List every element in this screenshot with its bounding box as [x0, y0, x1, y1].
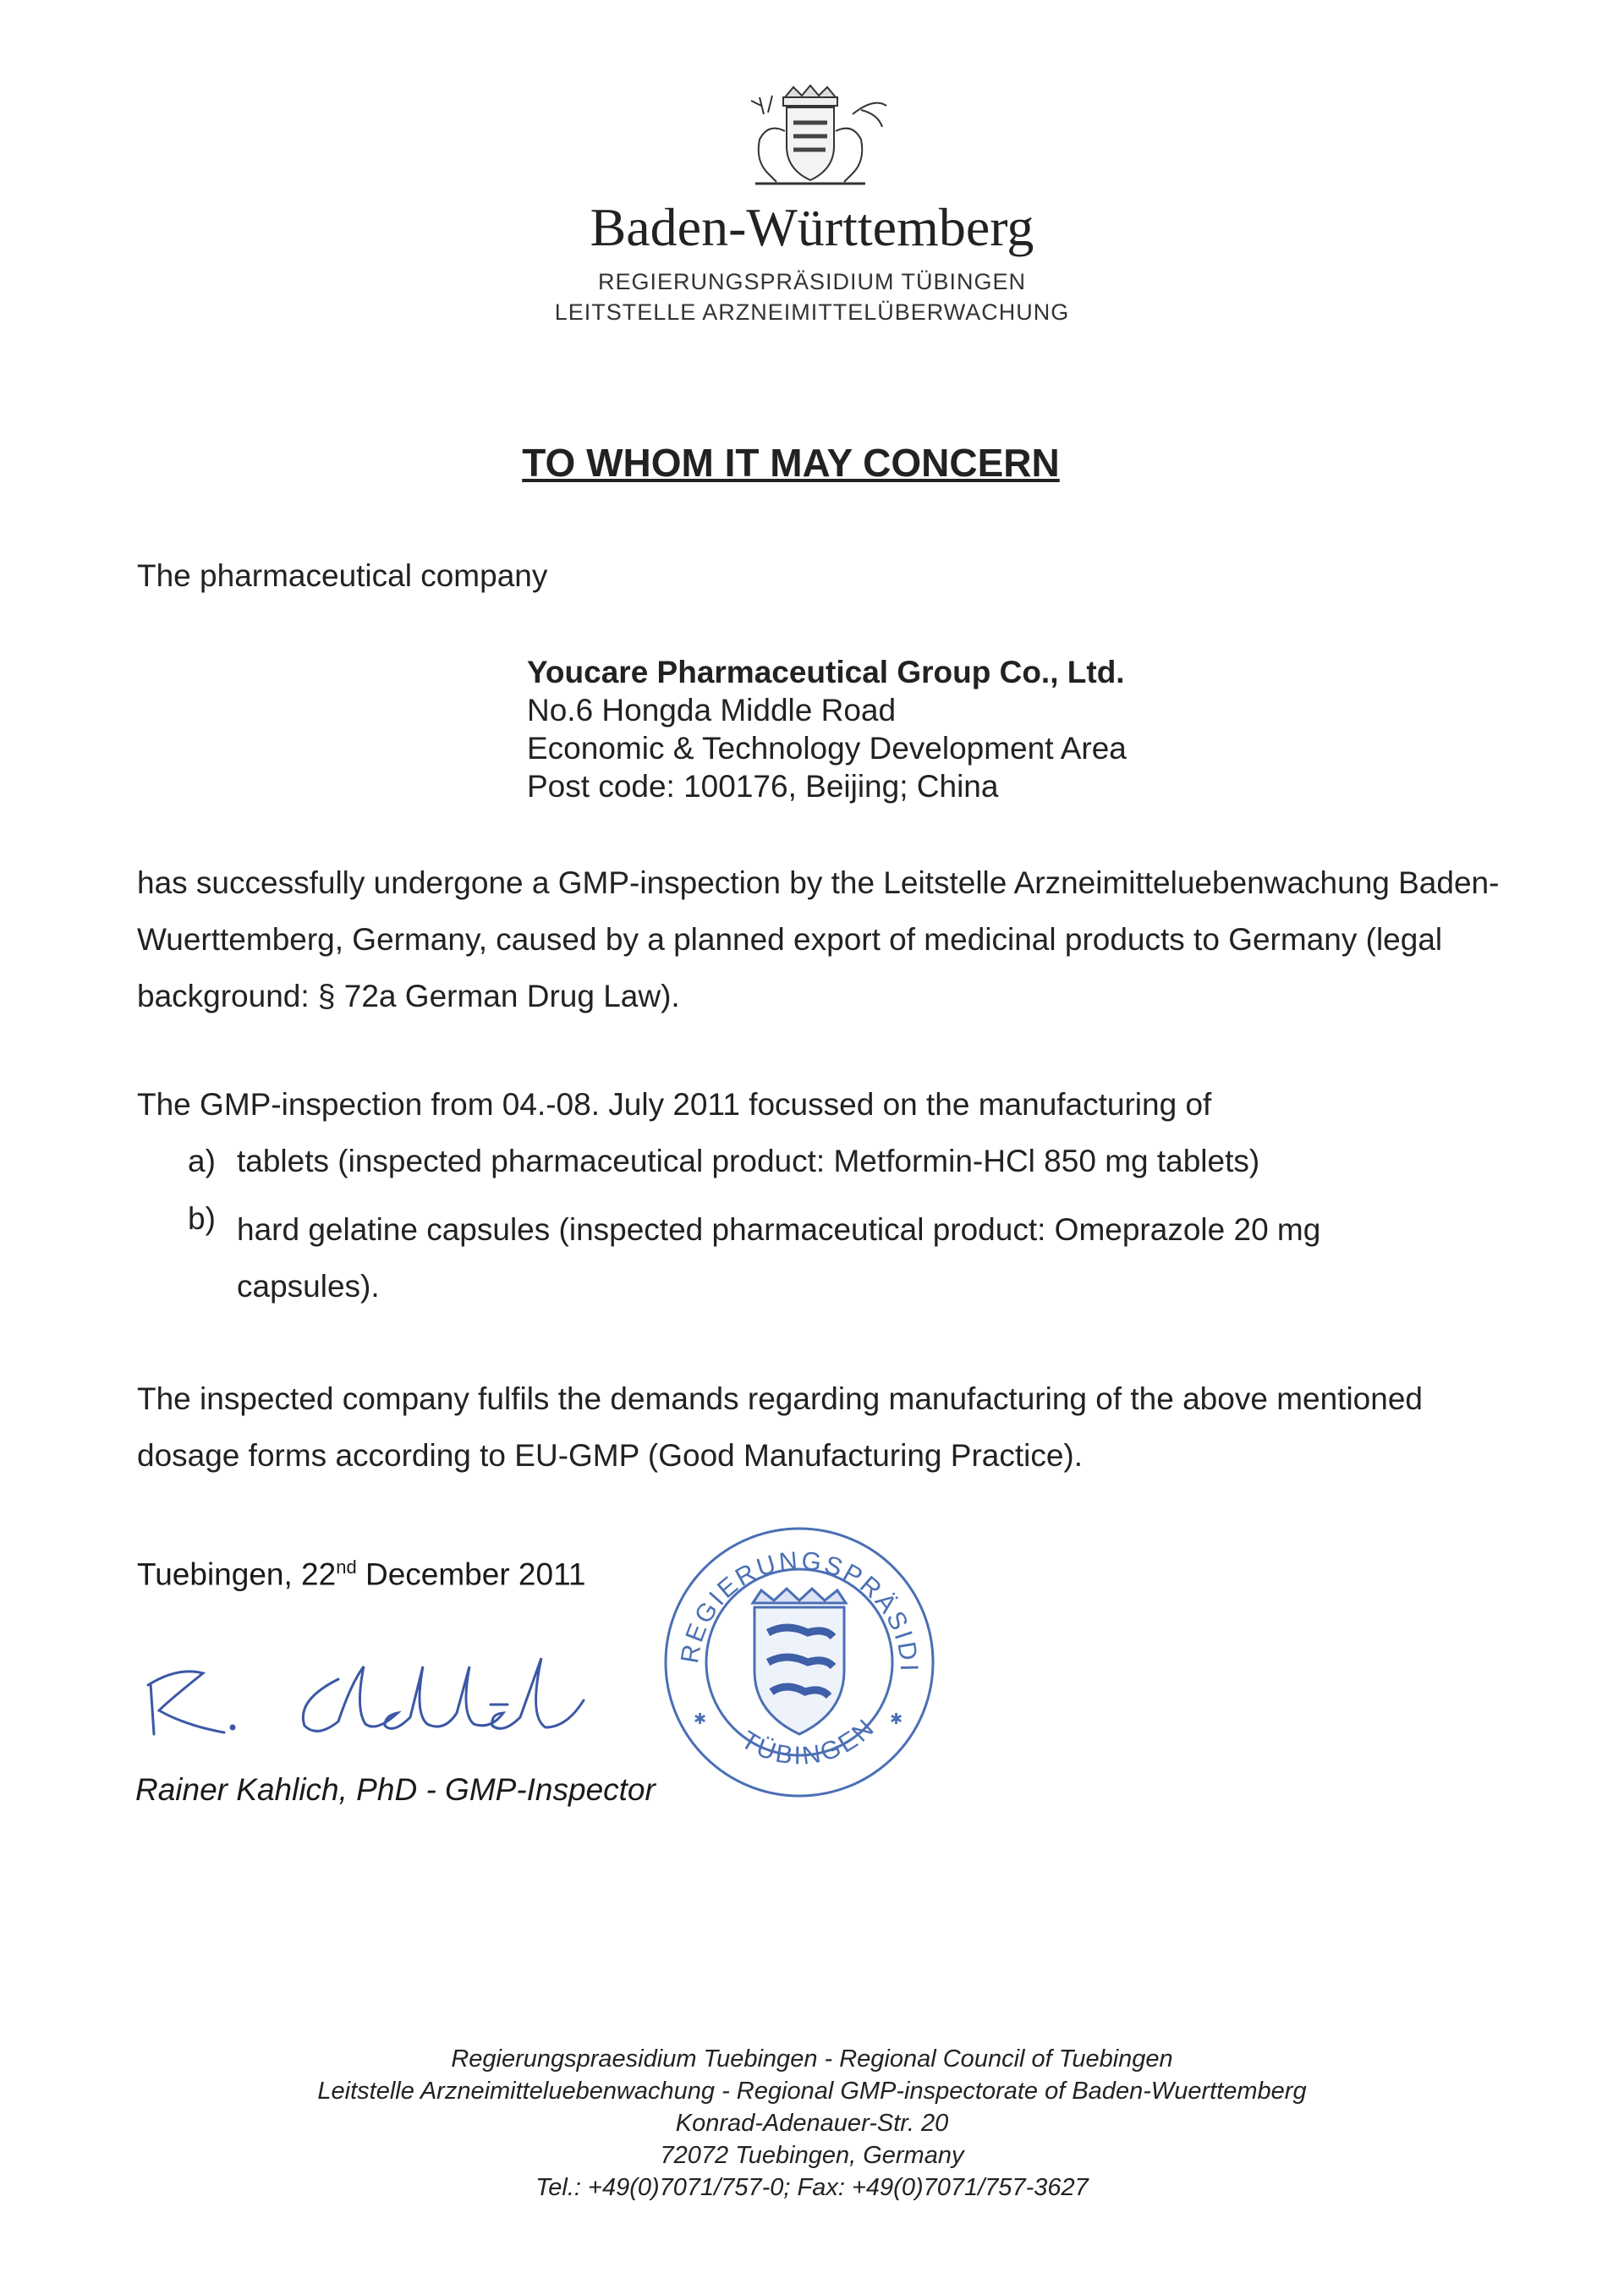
- address-line-1: No.6 Hongda Middle Road: [527, 693, 897, 727]
- intro-text: The pharmaceutical company: [137, 558, 548, 593]
- footer: [0, 2043, 1624, 2204]
- date-place: Tuebingen, 22: [137, 1557, 337, 1592]
- official-seal-icon: [660, 1523, 939, 1802]
- list-marker-a: a): [188, 1144, 216, 1178]
- footer-line-5: Tel.: +49(0)7071/757-0; Fax: +49(0)7071/757-3627: [535, 2174, 1089, 2201]
- svg-text:✱: ✱: [890, 1710, 903, 1727]
- date-suffix: nd: [336, 1557, 357, 1578]
- svg-text:✱: ✱: [694, 1710, 707, 1727]
- paragraph-scope: The GMP-inspection from 04.-08. July 2011 focussed on the manufacturing of: [137, 1087, 1212, 1122]
- paragraph-inspection: has successfully undergone a GMP-inspection by the Leitstelle Arzneimitteluebenwachung Baden-Wuerttemberg, Germany, caused by a planned export of medicinal products to Germany (legal background: § 72a German Drug Law).: [137, 865, 1500, 1013]
- paragraph-conclusion: The inspected company fulfils the demands regarding manufacturing of the above mentioned dosage forms according to EU-GMP (Good Manufacturing Practice).: [137, 1381, 1423, 1473]
- signer-name: Rainer Kahlich, PhD - GMP-Inspector: [135, 1772, 656, 1807]
- agency-line-1: REGIERUNGSPRÄSIDIUM TÜBINGEN: [597, 269, 1027, 294]
- svg-text:REGIERUNGSPRÄSIDIUM: REGIERUNGSPRÄSIDI: [675, 1546, 924, 1674]
- handwritten-signature: [144, 1633, 651, 1768]
- company-name: Youcare Pharmaceutical Group Co., Ltd.: [527, 655, 1125, 689]
- list-item-capsules: hard gelatine capsules (inspected pharmaceutical product: Omeprazole 20 mg capsules).: [237, 1212, 1321, 1304]
- date-rest: December 2011: [356, 1557, 586, 1592]
- footer-line-4: 72072 Tuebingen, Germany: [660, 2142, 964, 2169]
- company-address-block: [527, 653, 1127, 805]
- address-line-3: Post code: 100176, Beijing; China: [527, 769, 999, 804]
- letter-heading: TO WHOM IT MAY CONCERN: [522, 441, 1060, 485]
- footer-line-1: Regierungspraesidium Tuebingen - Regional Council of Tuebingen: [451, 2045, 1173, 2073]
- footer-line-3: Konrad-Adenauer-Str. 20: [675, 2110, 949, 2137]
- address-line-2: Economic & Technology Development Area: [527, 731, 1127, 766]
- agency-line-2: LEITSTELLE ARZNEIMITTELÜBERWACHUNG: [554, 299, 1070, 325]
- coat-of-arms-icon: [726, 80, 895, 190]
- svg-text:TÜBINGEN: TÜBINGEN: [736, 1712, 881, 1771]
- footer-line-2: Leitstelle Arzneimitteluebenwachung - Regional GMP-inspectorate of Baden-Wuerttemberg: [317, 2078, 1307, 2105]
- date-line: [137, 1557, 586, 1592]
- state-name: Baden-Württemberg: [590, 197, 1034, 257]
- list-item-tablets: tablets (inspected pharmaceutical product: Metformin-HCl 850 mg tablets): [237, 1144, 1260, 1178]
- list-marker-b: b): [188, 1201, 216, 1236]
